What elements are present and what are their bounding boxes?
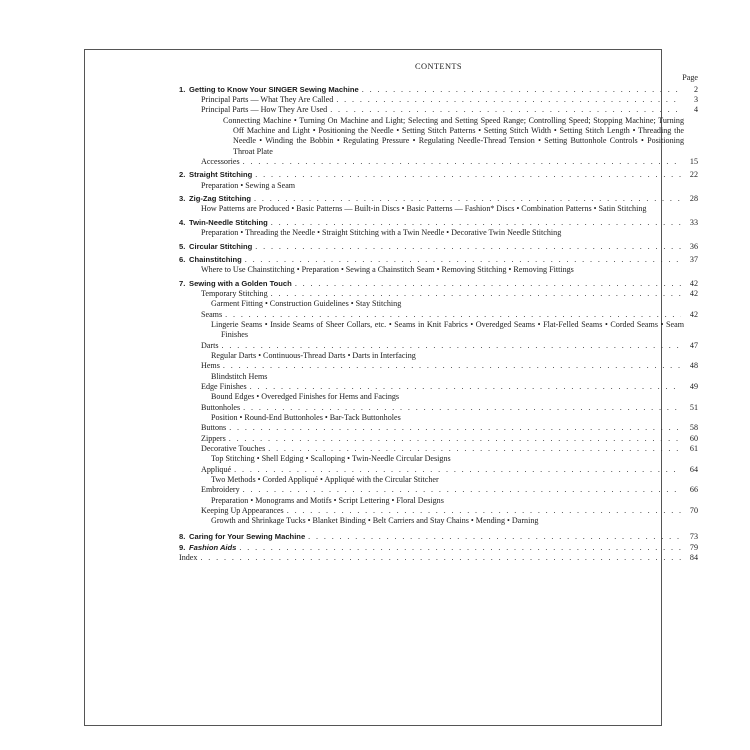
section-title: Principal Parts — How They Are Used bbox=[201, 105, 328, 115]
page-number: 42 bbox=[689, 288, 698, 298]
section-title: Buttonholes bbox=[201, 402, 241, 412]
dot-leader bbox=[255, 242, 681, 252]
section-title: Principal Parts — What They Are Called bbox=[201, 95, 334, 105]
chapter-5-entry bbox=[179, 242, 698, 252]
chapter-number: 7. bbox=[179, 278, 186, 288]
chapter-number: 2. bbox=[179, 170, 186, 180]
section-entry bbox=[179, 105, 698, 115]
page-number: 3 bbox=[693, 95, 698, 105]
page-number: 51 bbox=[689, 402, 698, 412]
page-number: 42 bbox=[689, 309, 698, 319]
chapter-title: Circular Stitching bbox=[189, 241, 253, 251]
dot-leader bbox=[243, 157, 681, 167]
section-entry bbox=[179, 465, 698, 475]
section-description: Two Methods • Corded Appliqué • Appliqué with the Circular Stitcher bbox=[211, 475, 439, 485]
chapter-title: Sewing with a Golden Touch bbox=[189, 278, 292, 288]
page-number: 2 bbox=[693, 84, 698, 94]
page-number: 84 bbox=[689, 553, 698, 563]
chapter-title: Getting to Know Your SINGER Sewing Machine bbox=[189, 84, 359, 94]
section-description: Regular Darts • Continuous-Thread Darts • Darts in Interfacing bbox=[211, 350, 416, 360]
dot-leader bbox=[225, 310, 681, 320]
chapter-title: Straight Stitching bbox=[189, 170, 253, 180]
dot-leader bbox=[271, 289, 681, 299]
section-entry bbox=[179, 423, 698, 433]
page-number: 28 bbox=[689, 194, 698, 204]
section-description: Connecting Machine • Turning On Machine and Light; Selecting and Setting Speed Range; Controlling Speed; Stopping Machine; Turning Off Machine and Light • Positioning the Needle • Setting Stitch Patterns • Setting Stitch Width • Setting Stitch Length • Threading the Needle • Winding the Bobbin • Regulating Pressure • Regulating Needle-Thread Tension • Setting Buttonhole Controls • Positioning Throat Plate bbox=[223, 115, 684, 156]
dot-leader bbox=[243, 403, 681, 413]
dot-leader bbox=[229, 423, 681, 433]
dot-leader bbox=[287, 506, 681, 516]
dot-leader bbox=[268, 444, 681, 454]
section-description: Preparation • Monograms and Motifs • Script Lettering • Floral Designs bbox=[211, 495, 444, 505]
chapter-4-entry bbox=[179, 218, 698, 228]
page-number: 66 bbox=[689, 485, 698, 495]
chapter-number: 6. bbox=[179, 254, 186, 264]
dot-leader bbox=[239, 543, 681, 553]
section-entry bbox=[179, 361, 698, 371]
page-number: 47 bbox=[689, 340, 698, 350]
page-number: 42 bbox=[689, 278, 698, 288]
dot-leader bbox=[271, 218, 681, 228]
dot-leader bbox=[362, 85, 681, 95]
dot-leader bbox=[234, 465, 681, 475]
section-description: Top Stitching • Shell Edging • Scalloping • Twin-Needle Circular Designs bbox=[211, 454, 451, 464]
dot-leader bbox=[250, 382, 681, 392]
chapter-description: Preparation • Threading the Needle • Straight Stitching with a Twin Needle • Decorative Twin Needle Stitching bbox=[201, 228, 562, 238]
page-number: 37 bbox=[689, 254, 698, 264]
dot-leader bbox=[330, 105, 681, 115]
page-number: 49 bbox=[689, 381, 698, 391]
section-entry bbox=[179, 310, 698, 320]
chapter-number: 9. bbox=[179, 543, 186, 553]
index-entry bbox=[179, 553, 698, 563]
dot-leader bbox=[200, 553, 681, 563]
chapter-8-entry bbox=[179, 532, 698, 542]
chapter-description: How Patterns are Produced • Basic Patterns — Built-in Discs • Basic Patterns — Fashion* Discs • Combination Patterns • Satin Stitching bbox=[201, 204, 647, 214]
chapter-number: 8. bbox=[179, 531, 186, 541]
page-number: 15 bbox=[689, 157, 698, 167]
chapter-number: 3. bbox=[179, 194, 186, 204]
chapter-title: Chainstitching bbox=[189, 254, 242, 264]
section-title: Keeping Up Appearances bbox=[201, 506, 284, 516]
section-entry bbox=[179, 506, 698, 516]
dot-leader bbox=[336, 95, 681, 105]
chapter-1-entry bbox=[179, 85, 698, 95]
dot-leader bbox=[254, 194, 681, 204]
dot-leader bbox=[229, 434, 681, 444]
section-entry bbox=[179, 289, 698, 299]
chapter-3-entry bbox=[179, 194, 698, 204]
page-number: 61 bbox=[689, 444, 698, 454]
section-entry bbox=[179, 485, 698, 495]
section-title: Hems bbox=[201, 361, 220, 371]
page-number: 73 bbox=[689, 531, 698, 541]
section-title: Temporary Stitching bbox=[201, 288, 268, 298]
page-number: 22 bbox=[689, 170, 698, 180]
section-title: Appliqué bbox=[201, 464, 232, 474]
chapter-number: 5. bbox=[179, 241, 186, 251]
section-entry bbox=[179, 382, 698, 392]
section-entry bbox=[179, 95, 698, 105]
chapter-title: Twin-Needle Stitching bbox=[189, 217, 268, 227]
chapter-7-entry bbox=[179, 279, 698, 289]
section-title: Seams bbox=[201, 309, 223, 319]
page-number: 48 bbox=[689, 361, 698, 371]
page-number: 79 bbox=[689, 543, 698, 553]
chapter-description: Where to Use Chainstitching • Preparation • Sewing a Chainstitch Seam • Removing Stitching • Removing Fittings bbox=[201, 265, 574, 275]
index-title: Index bbox=[179, 553, 198, 563]
section-entry bbox=[179, 444, 698, 454]
page-column-header: Page bbox=[682, 73, 698, 83]
chapter-6-entry bbox=[179, 255, 698, 265]
chapter-title: Fashion Aids bbox=[189, 543, 237, 553]
chapter-number: 1. bbox=[179, 84, 186, 94]
page-number: 64 bbox=[689, 464, 698, 474]
section-title: Embroidery bbox=[201, 485, 240, 495]
page-number: 4 bbox=[693, 105, 698, 115]
section-title: Zippers bbox=[201, 433, 226, 443]
section-entry bbox=[179, 434, 698, 444]
chapter-description: Preparation • Sewing a Seam bbox=[201, 180, 296, 190]
chapter-number: 4. bbox=[179, 217, 186, 227]
section-title: Darts bbox=[201, 340, 219, 350]
dot-leader bbox=[308, 532, 681, 542]
chapter-9-entry bbox=[179, 543, 698, 553]
dot-leader bbox=[243, 485, 681, 495]
page-number: 58 bbox=[689, 423, 698, 433]
section-title: Decorative Touches bbox=[201, 444, 266, 454]
page-number: 70 bbox=[689, 506, 698, 516]
section-entry bbox=[179, 403, 698, 413]
section-description: Garment Fitting • Construction Guidelines • Stay Stitching bbox=[211, 299, 402, 309]
section-description: Bound Edges • Overedged Finishes for Hems and Facings bbox=[211, 392, 400, 402]
chapter-2-entry bbox=[179, 170, 698, 180]
page-number: 60 bbox=[689, 433, 698, 443]
section-title: Buttons bbox=[201, 423, 227, 433]
section-entry bbox=[179, 341, 698, 351]
dot-leader bbox=[223, 361, 681, 371]
section-description: Blindstitch Hems bbox=[211, 371, 268, 381]
chapter-title: Zig-Zag Stitching bbox=[189, 194, 252, 204]
contents-body bbox=[179, 62, 698, 564]
page-number: 33 bbox=[689, 217, 698, 227]
dot-leader bbox=[245, 255, 681, 265]
dot-leader bbox=[255, 170, 681, 180]
page-title: CONTENTS bbox=[415, 62, 462, 71]
page-number: 36 bbox=[689, 241, 698, 251]
section-description: Position • Round-End Buttonholes • Bar-Tack Buttonholes bbox=[211, 413, 401, 422]
section-entry bbox=[179, 157, 698, 167]
dot-leader bbox=[295, 279, 681, 289]
chapter-title: Caring for Your Sewing Machine bbox=[189, 531, 306, 541]
section-description: Growth and Shrinkage Tucks • Blanket Binding • Belt Carriers and Stay Chains • Mending • Darning bbox=[211, 516, 539, 526]
section-description: Lingerie Seams • Inside Seams of Sheer Collars, etc. • Seams in Knit Fabrics • Overedged Seams • Flat-Felled Seams • Corded Seams • Seam Finishes bbox=[211, 319, 684, 340]
section-title: Edge Finishes bbox=[201, 381, 247, 391]
document-page bbox=[84, 49, 698, 726]
dot-leader bbox=[222, 341, 681, 351]
section-title: Accessories bbox=[201, 157, 240, 167]
